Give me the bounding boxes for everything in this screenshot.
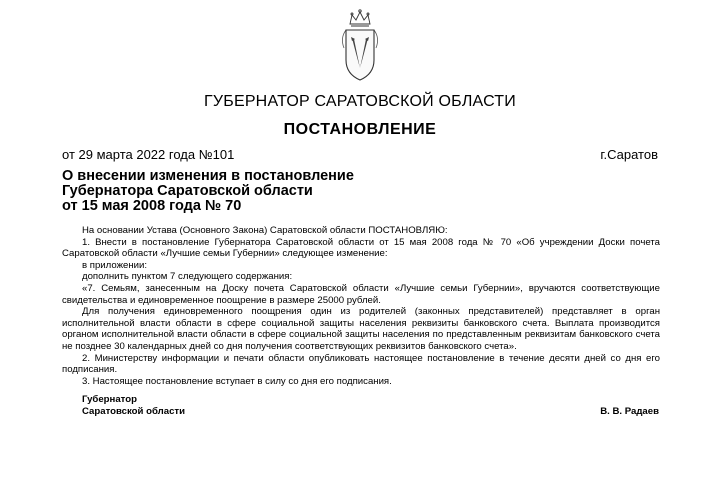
body-paragraph: в приложении:	[82, 259, 148, 271]
signer-position	[82, 394, 185, 418]
document-city: г.Саратов	[600, 147, 658, 162]
body-paragraph: Для получения единовременного поощрения один из родителей (законных представителей) представляет в орган исполнительной власти области в сфере социальной защиты населения реквизиты банковского счета. Выплата производится органом исполнительной власти области в сфере социальной защиты населения по представленным реквизитам банковского счета не позднее 30 календарных дней со дня получения соответствующих реквизитов банковского счета».	[62, 306, 660, 352]
body-paragraph: 2. Министерству информации и печати области опубликовать настоящее постановление в течение десяти дней со дня его подписания.	[62, 352, 660, 376]
body-paragraph: 3. Настоящее постановление вступает в силу со дня его подписания.	[82, 375, 392, 387]
title-line: Губернатора Саратовской области	[62, 183, 313, 199]
body-paragraph: 1. Внести в постановление Губернатора Саратовской области от 15 мая 2008 года № 70 «Об учреждении Доски почета Саратовской области «Лучшие семьи Губернии» следующее изменение:	[62, 236, 660, 260]
body-paragraph: На основании Устава (Основного Закона) Саратовской области ПОСТАНОВЛЯЮ:	[82, 225, 448, 236]
body-paragraph: дополнить пунктом 7 следующего содержания:	[82, 271, 293, 283]
issuer-heading: ГУБЕРНАТОР САРАТОВСКОЙ ОБЛАСТИ	[204, 93, 516, 110]
body-paragraph: «7. Семьям, занесенным на Доску почета Саратовской области «Лучшие семьи Губернии», вручаются соответствующие свидетельства и единовременное поощрение в размере 25000 рублей.	[62, 282, 660, 306]
document-body	[62, 225, 660, 387]
coat-of-arms-icon	[330, 8, 390, 84]
document-title	[62, 169, 482, 214]
signer-position-line: Губернатор	[82, 394, 137, 405]
signer-name: В. В. Радаев	[600, 406, 659, 417]
document-type: ПОСТАНОВЛЕНИЕ	[283, 121, 437, 138]
title-line: от 15 мая 2008 года № 70	[62, 198, 242, 214]
signer-position-line: Саратовской области	[82, 406, 186, 417]
title-line: О внесении изменения в постановление	[62, 168, 354, 184]
document-date-number: от 29 марта 2022 года №101	[62, 147, 235, 162]
